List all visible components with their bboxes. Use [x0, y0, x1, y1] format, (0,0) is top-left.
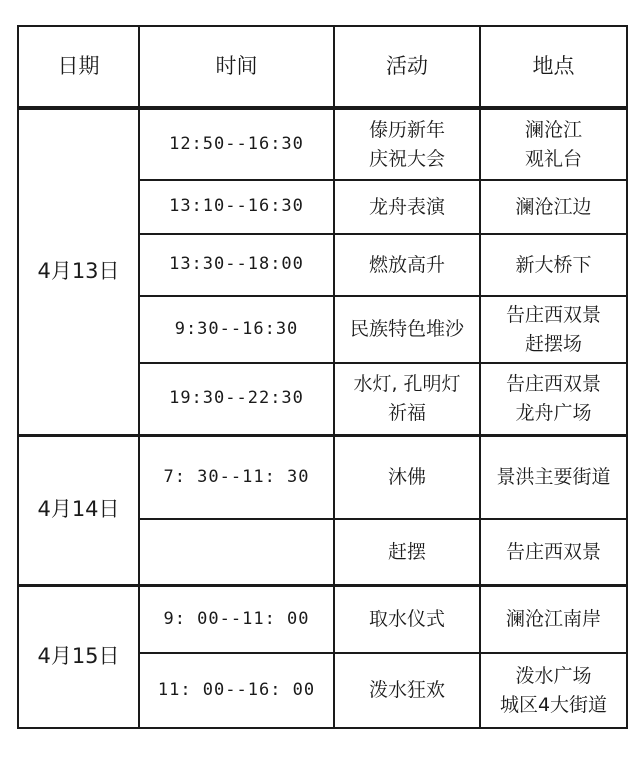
- time-cell: 9:30--16:30: [139, 296, 334, 363]
- location-cell: 澜沧江边: [480, 180, 627, 234]
- time-cell: 19:30--22:30: [139, 363, 334, 435]
- location-cell: 告庄西双景 赶摆场: [480, 296, 627, 363]
- activity-cell: 民族特色堆沙: [334, 296, 480, 363]
- header-row: [18, 26, 627, 108]
- time-cell: 7: 30--11: 30: [139, 435, 334, 519]
- time-cell: 13:30--18:00: [139, 234, 334, 296]
- table-body: [18, 108, 627, 728]
- date-cell: 4月15日: [18, 585, 139, 728]
- date-cell: 4月14日: [18, 435, 139, 585]
- time-cell: [139, 519, 334, 585]
- festival-schedule-table: [17, 25, 628, 729]
- activity-cell: 傣历新年 庆祝大会: [334, 108, 480, 180]
- header-activity: 活动: [334, 26, 480, 108]
- activity-cell: 赶摆: [334, 519, 480, 585]
- location-cell: 告庄西双景 龙舟广场: [480, 363, 627, 435]
- table-header: [18, 26, 627, 108]
- time-cell: 11: 00--16: 00: [139, 653, 334, 728]
- location-cell: 新大桥下: [480, 234, 627, 296]
- location-cell: 告庄西双景: [480, 519, 627, 585]
- activity-cell: 取水仪式: [334, 585, 480, 653]
- activity-cell: 沐佛: [334, 435, 480, 519]
- table-row: [18, 108, 627, 180]
- table-row: [18, 435, 627, 519]
- header-time: 时间: [139, 26, 334, 108]
- table-row: [18, 585, 627, 653]
- time-cell: 12:50--16:30: [139, 108, 334, 180]
- activity-cell: 燃放高升: [334, 234, 480, 296]
- time-cell: 9: 00--11: 00: [139, 585, 334, 653]
- location-cell: 澜沧江南岸: [480, 585, 627, 653]
- location-cell: 澜沧江 观礼台: [480, 108, 627, 180]
- activity-cell: 水灯, 孔明灯 祈福: [334, 363, 480, 435]
- activity-cell: 龙舟表演: [334, 180, 480, 234]
- location-cell: 景洪主要街道: [480, 435, 627, 519]
- header-date: 日期: [18, 26, 139, 108]
- date-cell: 4月13日: [18, 108, 139, 435]
- time-cell: 13:10--16:30: [139, 180, 334, 234]
- activity-cell: 泼水狂欢: [334, 653, 480, 728]
- header-location: 地点: [480, 26, 627, 108]
- location-cell: 泼水广场 城区4大街道: [480, 653, 627, 728]
